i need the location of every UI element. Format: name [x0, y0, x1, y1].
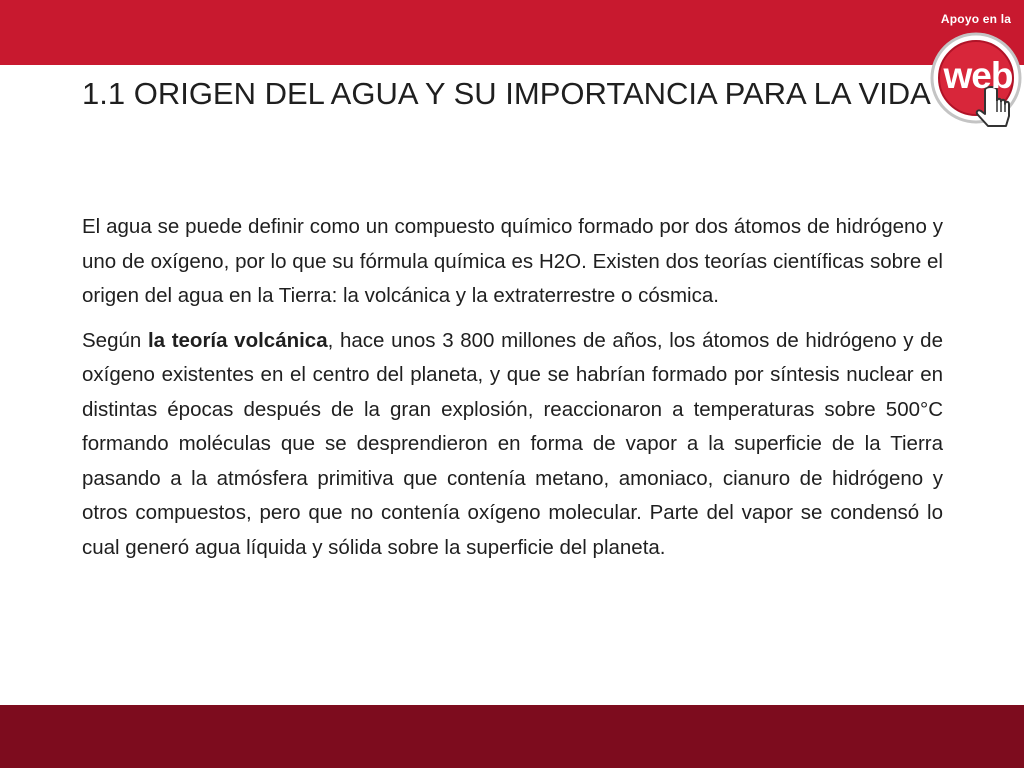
footer-band: [0, 705, 1024, 768]
volcanic-theory-term: la teoría volcánica: [147, 328, 328, 352]
paragraph-lead: Según: [82, 328, 148, 352]
slide-title: 1.1 ORIGEN DEL AGUA Y SU IMPORTANCIA PARA LA VIDA: [82, 76, 931, 111]
paragraph-volcanic-theory: [82, 324, 943, 566]
logo-caption: Apoyo en la: [940, 12, 1012, 26]
apoyo-web-logo[interactable]: [928, 6, 1024, 142]
header-band: [0, 0, 1024, 65]
logo-word: web: [943, 55, 1013, 96]
slide-body: [82, 210, 943, 575]
paragraph-rest: , hace unos 3 800 millones de años, los átomos de hidrógeno y de oxígeno existentes en el centro del planeta, y que se habrían formado por síntesis nuclear en distintas épocas después de la gran explosión, reaccionaron a temperaturas sobre 500°C formando moléculas que se desprendieron en forma de vapor a la superficie de la Tierra pasando a la atmósfera primitiva que contenía metano, amoniaco, cianuro de hidrógeno y otros compuestos, pero que no contenía oxígeno molecular. Parte del vapor se condensó lo cual generó agua líquida y sólida sobre la superficie del planeta.: [82, 328, 943, 559]
paragraph-definition: El agua se puede definir como un compuesto químico formado por dos átomos de hidrógeno y uno de oxígeno, por lo que su fórmula química es H2O. Existen dos teorías científicas sobre el origen del agua en la Tierra: la volcánica y la extraterrestre o cósmica.: [82, 215, 943, 307]
